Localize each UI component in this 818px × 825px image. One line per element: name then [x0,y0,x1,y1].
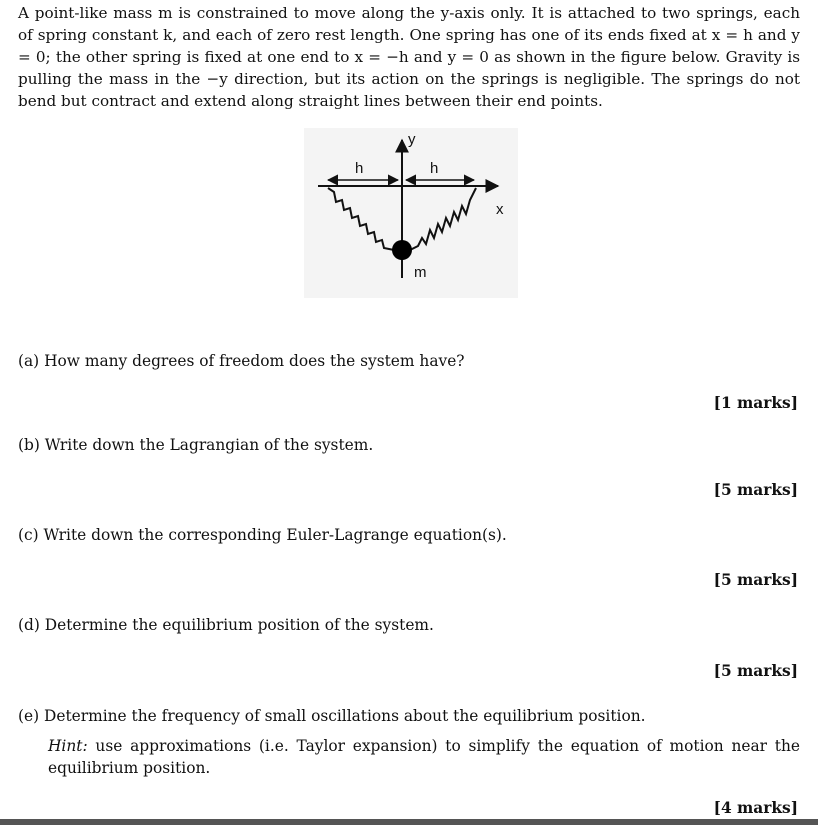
question-c [18,526,507,544]
figure-svg [304,128,518,298]
question-d-label: (d) [18,616,40,634]
question-e-marks: [4 marks] [713,799,798,817]
page-bottom-rule [0,819,818,825]
question-e-hint [48,735,800,779]
question-d-text: Determine the equilibrium position of the system. [44,616,434,634]
hint-text: use approximations (i.e. Taylor expansion) to simplify the equation of motion near the equilibrium position. [48,737,800,777]
question-c-text: Write down the corresponding Euler-Lagrange equation(s). [43,526,507,544]
question-e-text: Determine the frequency of small oscillations about the equilibrium position. [44,707,646,725]
question-e [18,707,646,725]
question-d-marks: [5 marks] [713,662,798,680]
question-c-marks: [5 marks] [713,571,798,589]
question-b-marks: [5 marks] [713,481,798,499]
question-a-text: How many degrees of freedom does the system have? [44,352,465,370]
left-spring [328,188,400,250]
question-a-marks: [1 marks] [713,394,798,412]
question-b-text: Write down the Lagrangian of the system. [44,436,374,454]
right-h-label: h [430,160,439,177]
hint-label: Hint: [48,737,88,755]
x-axis-label: x [496,201,504,218]
question-a-label: (a) [18,352,40,370]
question-c-label: (c) [18,526,39,544]
question-b-label: (b) [18,436,40,454]
question-d [18,616,434,634]
left-h-label: h [355,160,364,177]
question-b [18,436,373,454]
y-axis-label: y [408,131,416,148]
right-spring [404,188,476,250]
question-e-label: (e) [18,707,40,725]
problem-statement: A point-like mass m is constrained to move along the y-axis only. It is attached to two springs, each of spring constant k, and each of zero rest length. One spring has one of its ends fixed at x = h and y = 0; the other spring is fixed at one end to x = −h and y = 0 as shown in the figure below. Gravity is pulling the mass in the −y direction, but its action on the springs is negligible. The springs do not bend but contract and extend along straight lines between their end points. [18,4,800,110]
mass-ball [392,240,412,260]
question-a [18,352,465,370]
mass-label: m [414,264,427,281]
spring-mass-figure [304,128,518,298]
